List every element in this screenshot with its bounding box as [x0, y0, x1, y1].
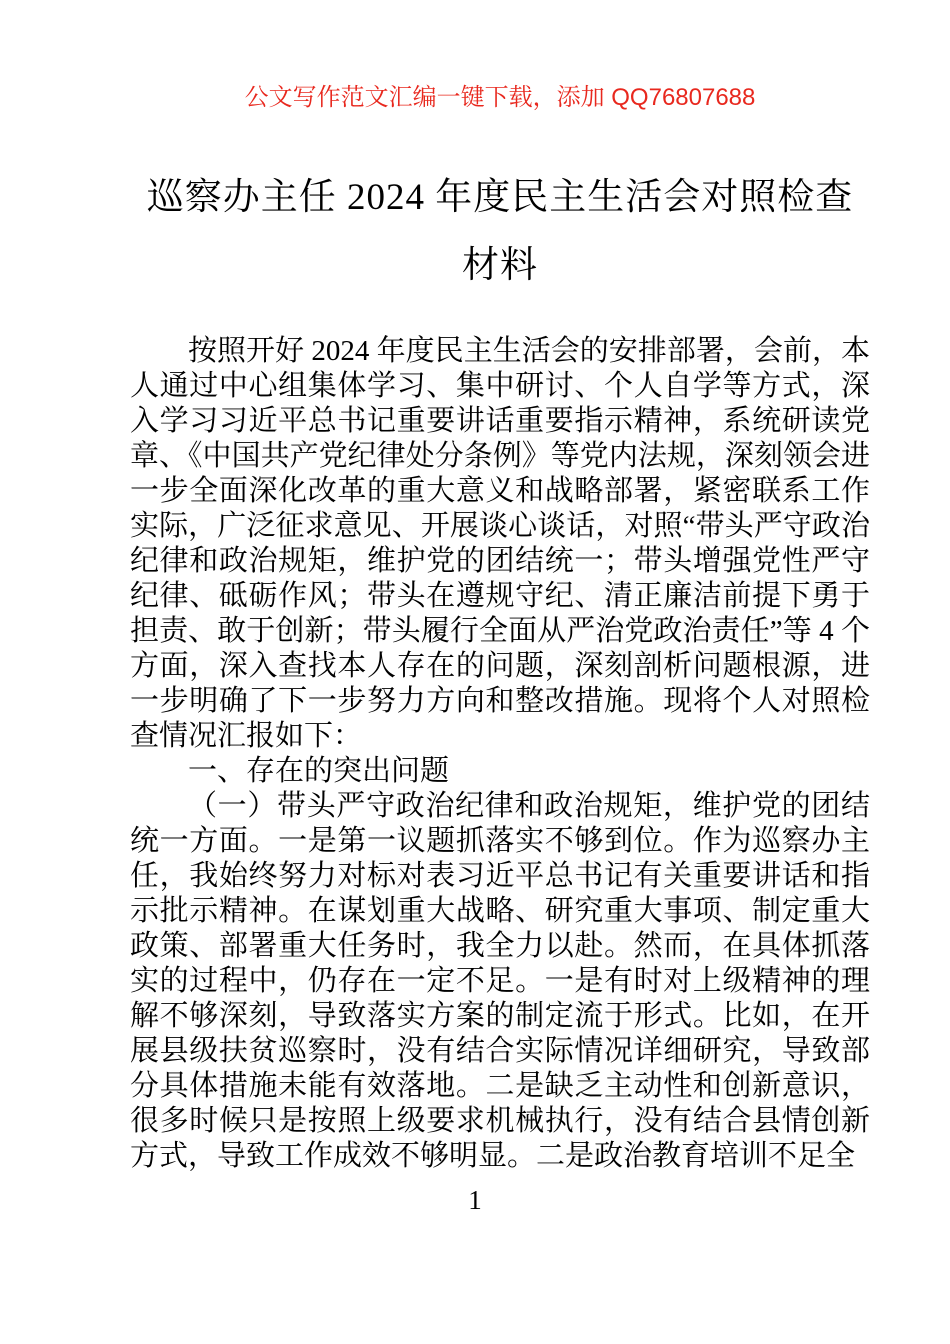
title-line-1: 巡察办主任 2024 年度民主生活会对照检查 — [146, 177, 854, 218]
header-notice: 公文写作范文汇编一键下载，添加 QQ76807688 — [244, 84, 756, 111]
body-paragraph-point-1: （一）带头严守政治纪律和政治规矩，维护党的团结统一方面。一是第一议题抓落实不够到位。作为巡察办主任，我始终努力对标对表习近平总书记有关重要讲话和指示批示精神。在谋划重大战略、研究重大事项、制定重大政策、部署重大任务时，我全力以赴。然而，在具体抓落实的过程中，仍存在一定不足。一是有时对上级精神的理解不够深刻，导致落实方案的制定流于形式。比如，在开展县级扶贫巡察时，没有结合实际情况详细研究，导致部分具体措施未能有效落地。二是缺乏主动性和创新意识，很多时候只是按照上级要求机械执行，没有结合县情创新方式，导致工作成效不够明显。二是政治教育培训不足全 — [130, 790, 870, 1172]
body-paragraph-intro: 按照开好 2024 年度民主生活会的安排部署，会前，本人通过中心组集体学习、集中研讨、个人自学等方式，深入学习习近平总书记重要讲话重要指示精神，系统研读党章、《中国共产党纪律处分条例》等党内法规，深刻领会进一步全面深化改革的重大意义和战略部署，紧密联系工作实际，广泛征求意见、开展谈心谈话，对照“带头严守政治纪律和政治规矩，维护党的团结统一；带头增强党性严守纪律、砥砺作风；带头在遵规守纪、清正廉洁前提下勇于担责、敢于创新；带头履行全面从严治党政治责任”等 4 个方面，深入查找本人存在的问题，深刻剖析问题根源，进一步明确了下一步努力方向和整改措施。现将个人对照检查情况汇报如下： — [130, 335, 870, 752]
title-line-2: 材料 — [462, 245, 538, 286]
page-number: 1 — [468, 1185, 482, 1215]
document-body — [130, 334, 870, 1174]
body-heading-section-1: 一、存在的突出问题 — [188, 755, 450, 787]
document-title — [130, 164, 870, 300]
